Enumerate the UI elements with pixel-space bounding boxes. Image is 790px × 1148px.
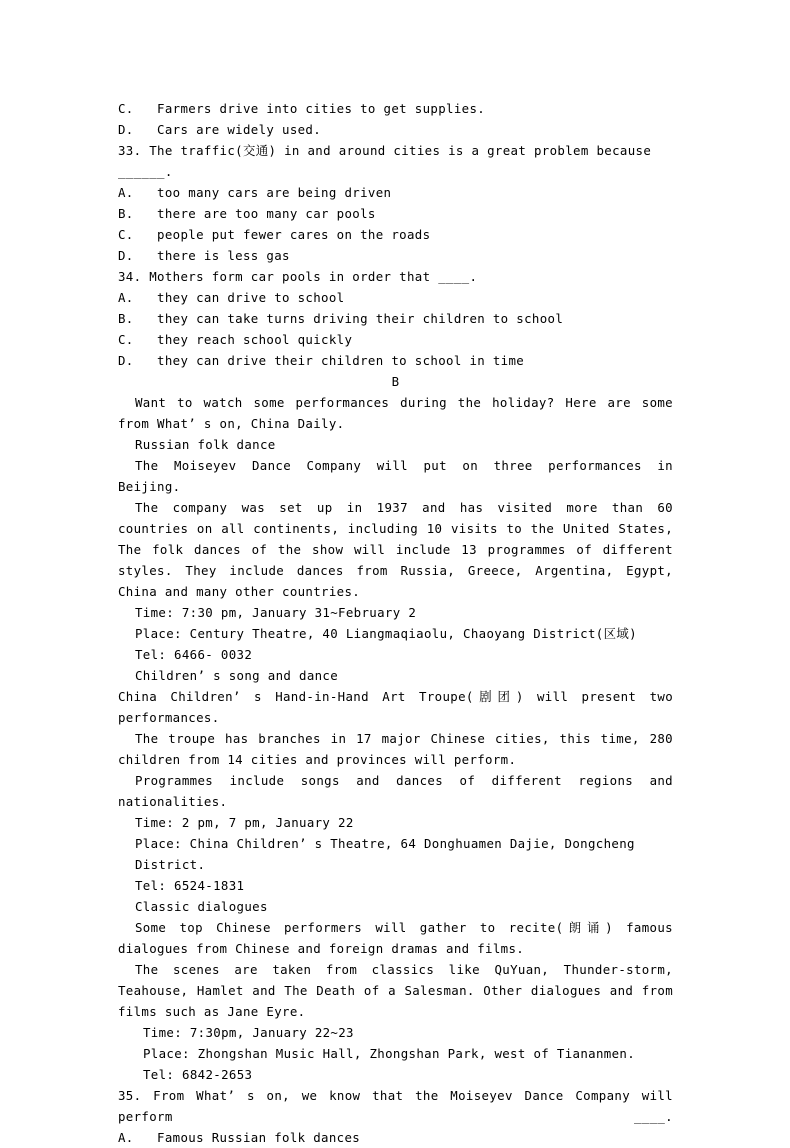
question-33-option-b: B. there are too many car pools [118, 206, 376, 221]
question-33-option-c: C. people put fewer cares on the roads [118, 227, 431, 242]
children-body-paragraph-1: China Children’ s Hand-in-Hand Art Troupe(剧团) will present two performances. [118, 689, 674, 725]
question-34-option-a: A. they can drive to school [118, 290, 345, 305]
classic-body-paragraph-2: The scenes are taken from classics like QuYuan, Thunder-storm, Teahouse, Hamlet and The Death of a Salesman. Other dialogues and from films such as Jane Eyre. [118, 962, 673, 1019]
cjk-gloss: 区域 [603, 626, 630, 641]
question-34-option-b: B. they can take turns driving their children to school [118, 311, 564, 326]
question-33-option-a: A. too many cars are being driven [118, 185, 392, 200]
document-text-column [118, 98, 673, 1148]
passage-intro-paragraph: Want to watch some performances during the holiday? Here are some from What’ s on, China Daily. [118, 395, 673, 431]
russian-time-line: Time: 7:30 pm, January 31~February 2 [135, 605, 417, 620]
children-tel-line: Tel: 6524-1831 [135, 878, 245, 893]
question-32-option-d: D. Cars are widely used. [118, 122, 322, 137]
classic-tel-line: Tel: 6842-2653 [143, 1067, 253, 1082]
question-33-option-d: D. there is less gas [118, 248, 290, 263]
russian-tel-line: Tel: 6466- 0032 [135, 647, 253, 662]
question-34-option-d: D. they can drive their children to school in time [118, 353, 525, 368]
children-body-paragraph-2: The troupe has branches in 17 major Chinese cities, this time, 280 children from 14 cities and provinces will perform. [118, 731, 673, 767]
cjk-gloss: 剧团 [473, 689, 516, 704]
subheading-childrens-song-and-dance: Children’ s song and dance [135, 668, 339, 683]
children-body-paragraph-3: Programmes include songs and dances of different regions and nationalities. [118, 773, 673, 809]
classic-body-paragraph-1: Some top Chinese performers will gather to recite(朗诵) famous dialogues from Chinese and foreign dramas and films. [118, 920, 673, 956]
cjk-gloss: 交通 [242, 143, 269, 158]
passage-section-heading: B [391, 374, 400, 389]
question-32-option-c: C. Farmers drive into cities to get supplies. [118, 101, 486, 116]
cjk-gloss: 朗诵 [563, 920, 606, 935]
question-33-stem: 33. The traffic(交通) in and around cities is a great problem because ______. [118, 143, 659, 179]
classic-time-line: Time: 7:30pm, January 22~23 [143, 1025, 354, 1040]
russian-body-paragraph: The company was set up in 1937 and has visited more than 60 countries on all continents, including 10 visits to the United States, The folk dances of the show will include 13 programmes of different styles. They include dances from Russia, Greece, Argentina, Egypt, China and many other countries. [118, 500, 673, 599]
russian-place-line: Place: Century Theatre, 40 Liangmaqiaolu, Chaoyang District(区域) [135, 626, 637, 641]
russian-intro-line: The Moiseyev Dance Company will put on three performances in Beijing. [118, 458, 673, 494]
question-35-stem: 35. From What’ s on, we know that the Moiseyev Dance Company will perform ____. [118, 1088, 673, 1124]
subheading-classic-dialogues: Classic dialogues [135, 899, 268, 914]
children-time-line: Time: 2 pm, 7 pm, January 22 [135, 815, 354, 830]
classic-place-line: Place: Zhongshan Music Hall, Zhongshan Park, west of Tiananmen. [143, 1046, 636, 1061]
question-34-option-c: C. they reach school quickly [118, 332, 353, 347]
subheading-russian-folk-dance: Russian folk dance [135, 437, 276, 452]
children-place-line: Place: China Children’ s Theatre, 64 Donghuamen Dajie, Dongcheng District. [135, 836, 643, 872]
question-34-stem: 34. Mothers form car pools in order that ____. [118, 269, 478, 284]
question-35-option-a: A. Famous Russian folk dances [118, 1130, 361, 1145]
